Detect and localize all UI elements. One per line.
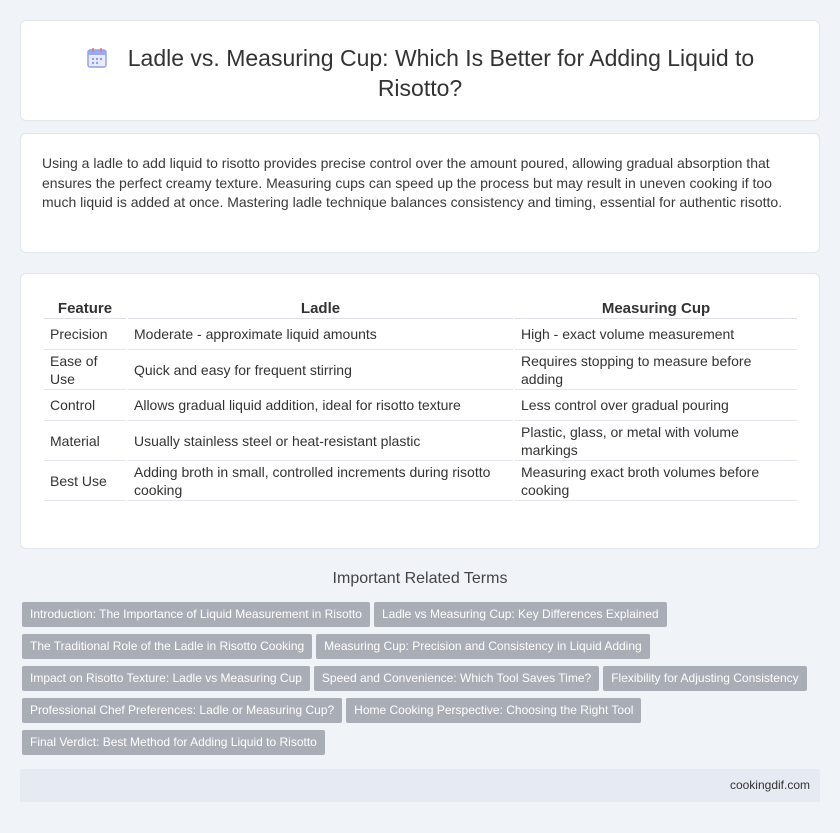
header-measuring-cup: Measuring Cup (515, 294, 797, 319)
related-term-tag[interactable]: Final Verdict: Best Method for Adding Liquid to Risotto (22, 730, 325, 755)
table-cell: Allows gradual liquid addition, ideal for risotto texture (128, 390, 513, 421)
table-row (44, 461, 797, 501)
table-cell: Usually stainless steel or heat-resistant plastic (128, 421, 513, 461)
related-term-tag[interactable]: Flexibility for Adjusting Consistency (603, 666, 806, 691)
table-cell: Ease of Use (44, 350, 126, 390)
table-row (44, 350, 797, 390)
related-term-tag[interactable]: Ladle vs Measuring Cup: Key Differences Explained (374, 602, 667, 627)
table-cell: Requires stopping to measure before adding (515, 350, 797, 390)
header-card (20, 20, 820, 121)
related-term-tag[interactable]: Speed and Convenience: Which Tool Saves Time? (314, 666, 599, 691)
table-cell: Adding broth in small, controlled increments during risotto cooking (128, 461, 513, 501)
table-cell: High - exact volume measurement (515, 319, 797, 350)
table-cell: Control (44, 390, 126, 421)
table-cell: Quick and easy for frequent stirring (128, 350, 513, 390)
intro-paragraph: Using a ladle to add liquid to risotto provides precise control over the amount poured, allowing gradual absorption that ensures the perfect creamy texture. Measuring cups can speed up the process but may result in uneven cooking if too much liquid is added at once. Mastering ladle technique balances consistency and timing, essential for authentic risotto. (42, 155, 783, 210)
table-cell: Measuring exact broth volumes before cooking (515, 461, 797, 501)
footer (20, 769, 820, 802)
table-cell: Best Use (44, 461, 126, 501)
intro-card (20, 133, 820, 253)
related-term-tag[interactable]: Introduction: The Importance of Liquid Measurement in Risotto (22, 602, 370, 627)
table-row (44, 390, 797, 421)
table-cell: Precision (44, 319, 126, 350)
header-feature: Feature (44, 294, 126, 319)
comparison-card (20, 273, 820, 549)
related-term-tag[interactable]: Measuring Cup: Precision and Consistency in Liquid Adding (316, 634, 650, 659)
table-cell: Material (44, 421, 126, 461)
related-term-tag[interactable]: Professional Chef Preferences: Ladle or Measuring Cup? (22, 698, 342, 723)
table-cell: Plastic, glass, or metal with volume markings (515, 421, 797, 461)
page-title-text: Ladle vs. Measuring Cup: Which Is Better for Adding Liquid to Risotto? (127, 45, 755, 101)
table-header-row (44, 294, 797, 319)
page-title (21, 43, 819, 103)
table-cell: Less control over gradual pouring (515, 390, 797, 421)
footer-site-link[interactable]: cookingdif.com (729, 778, 810, 792)
calendar-icon (86, 47, 108, 69)
related-term-tag[interactable]: Home Cooking Perspective: Choosing the Right Tool (346, 698, 641, 723)
related-term-tag[interactable]: Impact on Risotto Texture: Ladle vs Measuring Cup (22, 666, 310, 691)
related-terms-list (22, 602, 822, 762)
table-row (44, 319, 797, 350)
related-terms-title: Important Related Terms (332, 570, 508, 587)
table-row (44, 421, 797, 461)
comparison-table (42, 294, 799, 501)
header-ladle: Ladle (128, 294, 513, 319)
table-cell: Moderate - approximate liquid amounts (128, 319, 513, 350)
related-term-tag[interactable]: The Traditional Role of the Ladle in Risotto Cooking (22, 634, 312, 659)
